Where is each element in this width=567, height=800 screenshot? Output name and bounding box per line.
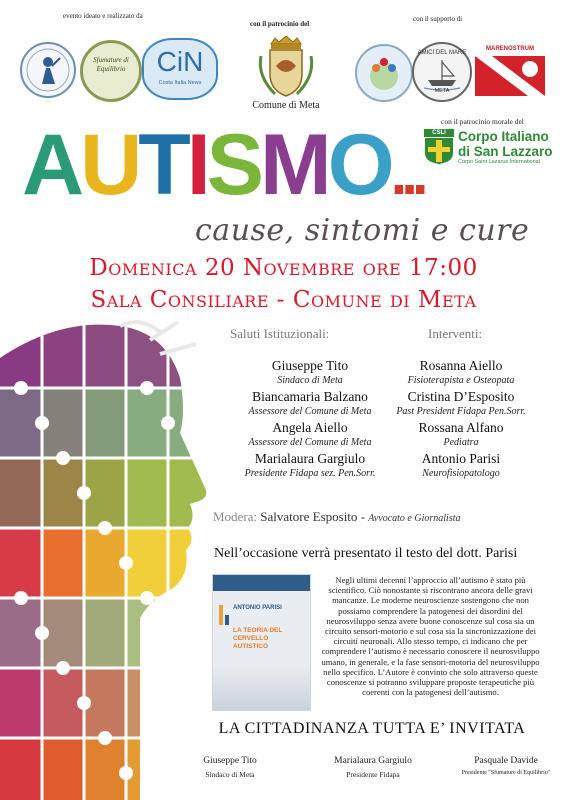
moderator-label: Modera: (213, 509, 258, 524)
logo-amici-text: AMICI DEL MARE (417, 50, 467, 56)
talk-role: Neurofisiopatologo (422, 468, 500, 479)
book-cover-footer (213, 665, 310, 710)
title-letter: O (327, 117, 391, 213)
event-venue: Sala Consiliare - Comune di Meta (90, 287, 477, 313)
signature-role: Presidente Fidapa (346, 770, 400, 779)
logo-cin (142, 38, 218, 100)
puzzle-head-illustration (0, 318, 215, 800)
signature-role: Sindaco di Meta (205, 770, 255, 779)
cross-shield-icon (424, 137, 454, 165)
header-label-center: con il patrocinio del (250, 20, 310, 28)
dive-flag-icon (474, 55, 546, 97)
talks-list (366, 358, 556, 482)
book-title: LA TEORIA DEL CERVELLO AUTISTICO (233, 627, 283, 650)
logo-athena (20, 42, 76, 98)
book-cover-band (213, 575, 310, 591)
talk-name: Rosanna Aiello (419, 358, 503, 373)
book-bar-icon (225, 615, 229, 625)
book-bar-icon (219, 605, 223, 625)
title-letter: ... (390, 140, 423, 207)
moderator-role: Avvocato e Giornalista (368, 513, 461, 524)
title-letter: A (22, 117, 81, 213)
greeting-role: Sindaco di Meta (277, 375, 343, 386)
greeting-role: Presidente Fidapa sez. Pen.Sorr. (244, 468, 376, 479)
logo-marenostrum (474, 46, 546, 96)
patronage-label: con il patrocinio morale del (441, 117, 524, 126)
talk-name: Antonio Parisi (421, 451, 501, 466)
greetings-heading: Saluti Istituzionali: (230, 326, 330, 341)
logo-csli (424, 129, 454, 165)
event-date: Domenica 20 Novembre ore 17:00 (89, 255, 478, 281)
title-letter: T (138, 117, 187, 213)
signature-role: Presidente "Sfumature di Equilibrio" (461, 770, 551, 776)
athena-figure-icon (22, 44, 74, 96)
header-label-right: con il supporto di (413, 15, 463, 23)
logo-sfumature-round (355, 44, 413, 102)
comune-caption: Comune di Meta (252, 100, 320, 111)
patronage-line2: di San Lazzaro (458, 144, 553, 159)
greeting-role: Assessore del Comune di Meta (248, 437, 372, 448)
greeting-name: Giuseppe Tito (271, 358, 349, 373)
header-label-left: evento ideato e realizzato da (63, 12, 143, 20)
greeting-role: Assessore del Comune di Meta (248, 406, 372, 417)
book-author: ANTONIO PARISI (233, 605, 282, 611)
signature-name: Marialaura Gargiulo (334, 756, 412, 766)
greeting-name: Biancamaria Balzano (252, 389, 368, 404)
title-letter: M (260, 117, 328, 213)
greeting-name: Marialaura Gargiulo (254, 451, 366, 466)
book-cover (212, 574, 311, 711)
main-title (22, 117, 423, 213)
logo-amici-subtext: META (434, 88, 450, 94)
talks-heading: Interventi: (428, 326, 483, 341)
book-announce: Nell’occasione verrà presentato il testo del dott. Parisi (214, 546, 518, 561)
logo-equilibrio-text: Sfumature di Equilibrio (93, 56, 129, 73)
signature-2 (318, 756, 428, 779)
crest-icon (255, 36, 317, 100)
talk-name: Rossana Alfano (418, 420, 504, 435)
moderator-line: Modera: Salvatore Esposito - Avvocato e Giornalista (213, 509, 461, 524)
book-description: Negli ultimi decenni l’approccio all’autismo è stato più scientifico. Ciò nonostante si riscontrano ancora delle gravi mancanze. Le moderne neuroscienze sostengono che non possiamo comprendere la patogenesi dei disordini del neurosviluppo senza avere buone conoscenze sul cosa sia un circuito sensori-motorio e sul cosa sia la sincronizzazione dei circuiti neuronali. Allo stesso tempo, ci indicano che per comprendere l’autismo è necessario conoscere il neurosviluppo umano, in generale, e la fase sensori-motoria del neurosviluppo nello specifico. L’Autore è convinto che solo attraverso queste conoscenze si potranno sviluppare proposte terapeutiche più coerenti con la patogenesi dell’autismo. (321, 575, 540, 698)
subtitle: cause, sintomi e cure (195, 213, 530, 248)
signature-3 (456, 756, 556, 776)
logo-sfumature-equilibrio (80, 40, 142, 102)
talk-name: Cristina D’Esposito (407, 389, 515, 404)
invitation: LA CITTADINANZA TUTTA E’ INVITATA (218, 720, 526, 737)
logo-marenostrum-text: MARENOSTRUM (486, 46, 534, 52)
logo-cin-subtext: Costa Italia News (158, 80, 202, 86)
title-letter: I (186, 117, 207, 213)
title-letter: U (80, 117, 139, 213)
title-letter: S (206, 117, 261, 213)
talk-role: Fisioterapista e Osteopata (407, 375, 515, 386)
logo-cin-text: CiN (156, 46, 204, 77)
greeting-name: Angela Aiello (272, 420, 348, 435)
signature-name: Pasquale Davide (474, 756, 538, 766)
logo-amici-del-mare (412, 42, 472, 102)
signature-name: Giuseppe Tito (203, 756, 257, 766)
patronage-name (458, 129, 553, 159)
patronage-line1: Corpo Italiano (458, 129, 549, 144)
talk-role: Past President Fidapa Pen.Sorr. (396, 406, 526, 417)
talk-role: Pediatra (443, 437, 479, 448)
moderator-name: Salvatore Esposito (260, 509, 358, 524)
patronage-sub: Corpo Saint Lazarus International (458, 159, 540, 165)
csli-badge: CSLI (424, 129, 454, 137)
logo-comune-di-meta (255, 36, 317, 100)
kids-circle-icon (357, 46, 411, 100)
signature-1 (190, 756, 270, 779)
